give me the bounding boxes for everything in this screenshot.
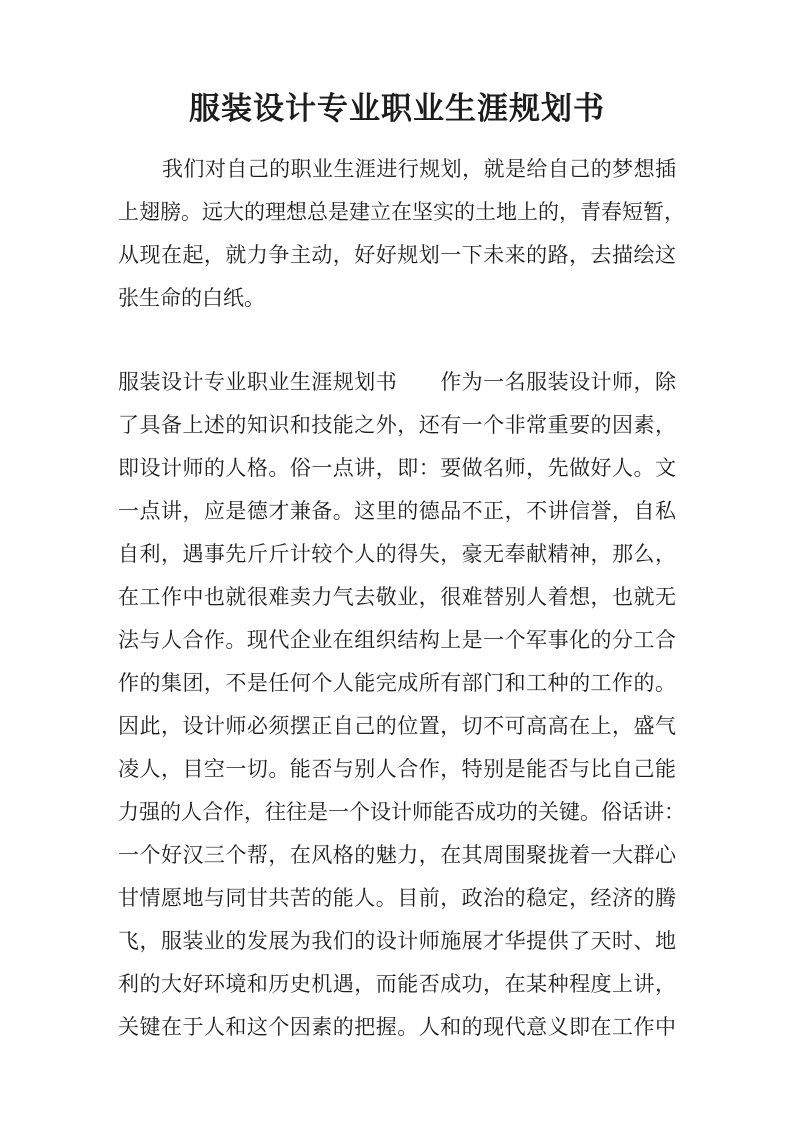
text-line: 我们对自己的职业生涯进行规划，就是给自己的梦想插 — [162, 157, 676, 181]
text-line: 因此，设计师必须摆正自己的位置，切不可高高在上，盛气 — [118, 714, 676, 738]
text-line: 自利，遇事先斤斤计较个人的得失，豪无奉献精神，那么， — [118, 542, 676, 566]
text-line: 一个好汉三个帮，在风格的魅力，在其周围聚拢着一大群心 — [118, 843, 676, 867]
document-title: 服装设计专业职业生涯规划书 — [189, 91, 605, 126]
text-line: 凌人，目空一切。能否与别人合作，特别是能否与比自己能 — [118, 757, 676, 781]
text-line: 张生命的白纸。 — [118, 286, 265, 310]
text-line: 从现在起，就力争主动，好好规划一下未来的路，去描绘这 — [118, 243, 676, 267]
text-line: 了具备上述的知识和技能之外，还有一个非常重要的因素， — [118, 413, 676, 437]
text-line: 作的集团，不是任何个人能完成所有部门和工种的工作的。 — [118, 671, 676, 695]
paragraph-body — [118, 361, 685, 1049]
document-content — [118, 0, 685, 1049]
text-line: 上翅膀。远大的理想总是建立在坚实的土地上的，青春短暂， — [118, 200, 685, 224]
text-line: 关键在于人和这个因素的把握。人和的现代意义即在工作中 — [118, 1015, 676, 1039]
text-line: 利的大好环境和历史机遇，而能否成功，在某种程度上讲， — [118, 972, 676, 996]
text-line: 一点讲，应是德才兼备。这里的德品不正，不讲信誉，自私 — [118, 499, 676, 523]
text-line: 服装设计专业职业生涯规划书 作为一名服装设计师，除 — [118, 370, 676, 394]
text-line: 在工作中也就很难卖力气去敬业，很难替别人着想，也就无 — [118, 585, 676, 609]
text-line: 飞，服装业的发展为我们的设计师施展才华提供了天时、地 — [118, 929, 676, 953]
text-line: 力强的人合作，往往是一个设计师能否成功的关键。俗话讲： — [118, 800, 685, 824]
text-line: 即设计师的人格。俗一点讲，即：要做名师，先做好人。文 — [118, 456, 676, 480]
paragraph-intro — [118, 148, 685, 320]
text-line: 法与人合作。现代企业在组织结构上是一个军事化的分工合 — [118, 628, 676, 652]
text-line: 甘情愿地与同甘共苦的能人。目前，政治的稳定，经济的腾 — [118, 886, 676, 910]
